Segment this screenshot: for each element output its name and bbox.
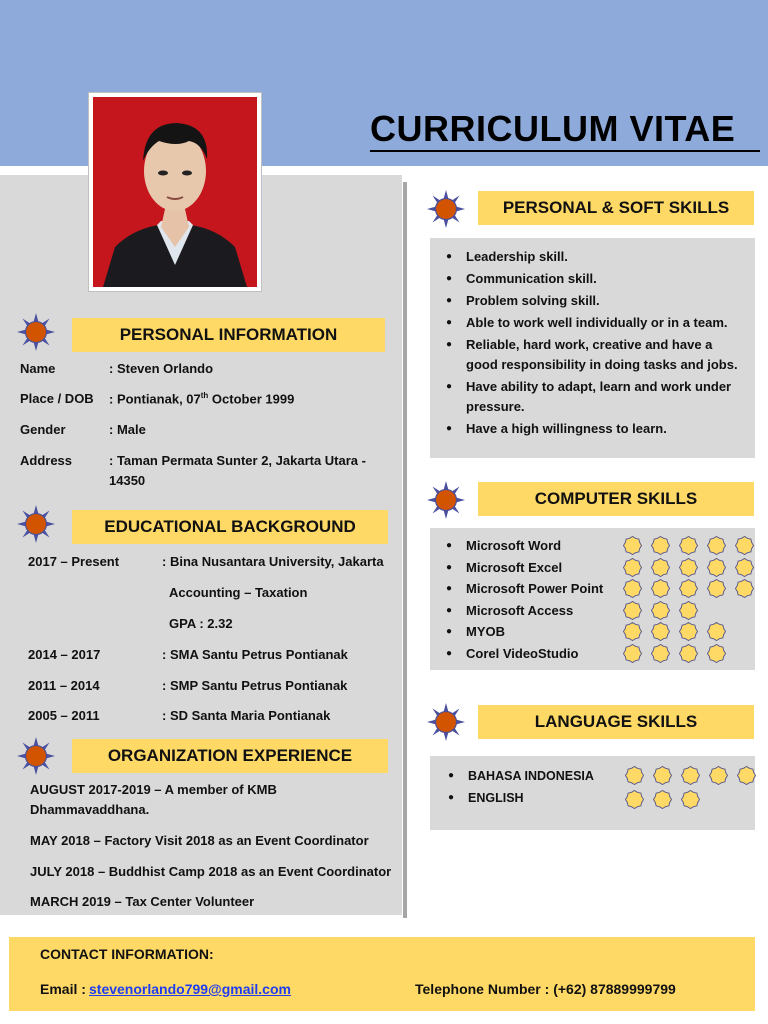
- person-silhouette-icon: [93, 97, 257, 287]
- education-heading: EDUCATIONAL BACKGROUND: [72, 510, 388, 544]
- rating-dot-icon: [679, 622, 698, 641]
- rating-dot-icon: [707, 622, 726, 641]
- field-label: Gender: [20, 422, 66, 437]
- list-item: ● Leadership skill.: [446, 247, 751, 267]
- rating-dot-icon: [623, 644, 642, 663]
- email-label: Email :: [40, 981, 86, 997]
- skill-rating: [623, 558, 754, 577]
- list-item-text: Reliable, hard work, creative and have a: [466, 337, 713, 352]
- rating-dot-icon: [651, 579, 670, 598]
- personal-info-heading: PERSONAL INFORMATION: [72, 318, 385, 352]
- sun-icon: [426, 189, 466, 229]
- field-value: : Male: [109, 422, 146, 437]
- profile-photo-frame: [88, 92, 262, 292]
- rating-dot-icon: [679, 579, 698, 598]
- computer-skills-list: [446, 536, 616, 664]
- education-school: : SD Santa Maria Pontianak: [162, 708, 331, 723]
- list-item: ● Microsoft Access: [446, 601, 616, 621]
- list-item: ● Communication skill.: [446, 269, 751, 289]
- rating-dot-icon: [625, 766, 644, 785]
- rating-dot-icon: [651, 558, 670, 577]
- rating-dot-icon: [651, 601, 670, 620]
- list-item-text-continued: good responsibility in doing tasks and jobs.: [466, 357, 738, 372]
- rating-dot-icon: [623, 579, 642, 598]
- rating-dot-icon: [653, 766, 672, 785]
- computer-skills-heading: COMPUTER SKILLS: [478, 482, 754, 516]
- list-item: [446, 377, 751, 417]
- skill-rating: [625, 766, 756, 785]
- education-period: 2014 – 2017: [28, 647, 101, 662]
- list-item: ● Able to work well individually or in a team.: [446, 313, 751, 333]
- field-label: Place / DOB: [20, 391, 94, 406]
- sun-icon: [426, 480, 466, 520]
- field-value: : Taman Permata Sunter 2, Jakarta Utara -: [109, 453, 366, 468]
- skill-rating: [623, 601, 698, 620]
- sun-icon: [16, 504, 56, 544]
- sun-icon: [426, 702, 466, 742]
- rating-dot-icon: [681, 790, 700, 809]
- rating-dot-icon: [623, 558, 642, 577]
- profile-photo: [93, 97, 257, 287]
- telephone-number: Telephone Number : (+62) 87889999799: [415, 981, 676, 997]
- organization-item: AUGUST 2017-2019 – A member of KMB: [30, 782, 277, 797]
- list-item-text: Have ability to adapt, learn and work under: [466, 379, 732, 394]
- contact-heading: CONTACT INFORMATION:: [40, 946, 214, 962]
- list-item: ● MYOB: [446, 622, 616, 642]
- education-period: 2011 – 2014: [28, 678, 100, 693]
- field-value: : Steven Orlando: [109, 361, 214, 376]
- rating-dot-icon: [679, 644, 698, 663]
- rating-dot-icon: [707, 644, 726, 663]
- education-school: : SMA Santu Petrus Pontianak: [162, 647, 348, 662]
- education-gpa: GPA : 2.32: [169, 616, 233, 631]
- rating-dot-icon: [623, 536, 642, 555]
- education-period: 2005 – 2011: [28, 708, 100, 723]
- field-value: : Pontianak, 07th October 1999: [109, 391, 295, 407]
- skill-rating: [623, 579, 754, 598]
- rating-dot-icon: [679, 536, 698, 555]
- list-item: ● Problem solving skill.: [446, 291, 751, 311]
- education-school: : SMP Santu Petrus Pontianak: [162, 678, 348, 693]
- page-title: CURRICULUM VITAE: [370, 108, 736, 149]
- rating-dot-icon: [651, 644, 670, 663]
- education-major: Accounting – Taxation: [169, 585, 308, 600]
- language-skills-list: [448, 766, 623, 808]
- rating-dot-icon: [651, 536, 670, 555]
- organization-item: MARCH 2019 – Tax Center Volunteer: [30, 894, 255, 909]
- rating-dot-icon: [651, 622, 670, 641]
- rating-dot-icon: [679, 558, 698, 577]
- soft-skills-list: [446, 247, 751, 439]
- rating-dot-icon: [709, 766, 728, 785]
- rating-dot-icon: [737, 766, 756, 785]
- list-item-text-continued: pressure.: [466, 399, 525, 414]
- rating-dot-icon: [625, 790, 644, 809]
- email-link[interactable]: stevenorlando799@gmail.com: [89, 981, 291, 997]
- education-school: : Bina Nusantara University, Jakarta: [162, 554, 384, 569]
- skill-rating: [623, 536, 754, 555]
- rating-dot-icon: [623, 622, 642, 641]
- field-label: Address: [20, 453, 73, 468]
- rating-dot-icon: [707, 558, 726, 577]
- organization-item: JULY 2018 – Buddhist Camp 2018 as an Event Coordinator: [30, 864, 392, 879]
- sun-icon: [16, 736, 56, 776]
- field-label: Name: [20, 361, 56, 376]
- skill-rating: [623, 622, 726, 641]
- rating-dot-icon: [735, 558, 754, 577]
- list-item: ● ENGLISH: [448, 788, 623, 808]
- column-divider: [403, 182, 407, 918]
- soft-skills-heading: PERSONAL & SOFT SKILLS: [478, 191, 754, 225]
- rating-dot-icon: [707, 536, 726, 555]
- education-period: 2017 – Present: [28, 554, 120, 569]
- rating-dot-icon: [735, 536, 754, 555]
- skill-rating: [625, 790, 700, 809]
- rating-dot-icon: [653, 790, 672, 809]
- list-item: ● BAHASA INDONESIA: [448, 766, 623, 786]
- list-item: ● Have a high willingness to learn.: [446, 419, 751, 439]
- rating-dot-icon: [679, 601, 698, 620]
- sun-icon: [16, 312, 56, 352]
- rating-dot-icon: [623, 601, 642, 620]
- list-item: ● Microsoft Word: [446, 536, 616, 556]
- organization-item: MAY 2018 – Factory Visit 2018 as an Event Coordinator: [30, 833, 369, 848]
- list-item: ● Corel VideoStudio: [446, 644, 616, 664]
- organization-heading: ORGANIZATION EXPERIENCE: [72, 739, 388, 773]
- list-item: ● Microsoft Power Point: [446, 579, 616, 599]
- rating-dot-icon: [735, 579, 754, 598]
- title-underline: [370, 150, 760, 152]
- language-skills-heading: LANGUAGE SKILLS: [478, 705, 754, 739]
- field-value-continued: 14350: [109, 473, 146, 488]
- rating-dot-icon: [707, 579, 726, 598]
- list-item: ● Microsoft Excel: [446, 558, 616, 578]
- skill-rating: [623, 644, 726, 663]
- list-item: [446, 335, 751, 375]
- organization-item: Dhammavaddhana.: [30, 802, 150, 817]
- rating-dot-icon: [681, 766, 700, 785]
